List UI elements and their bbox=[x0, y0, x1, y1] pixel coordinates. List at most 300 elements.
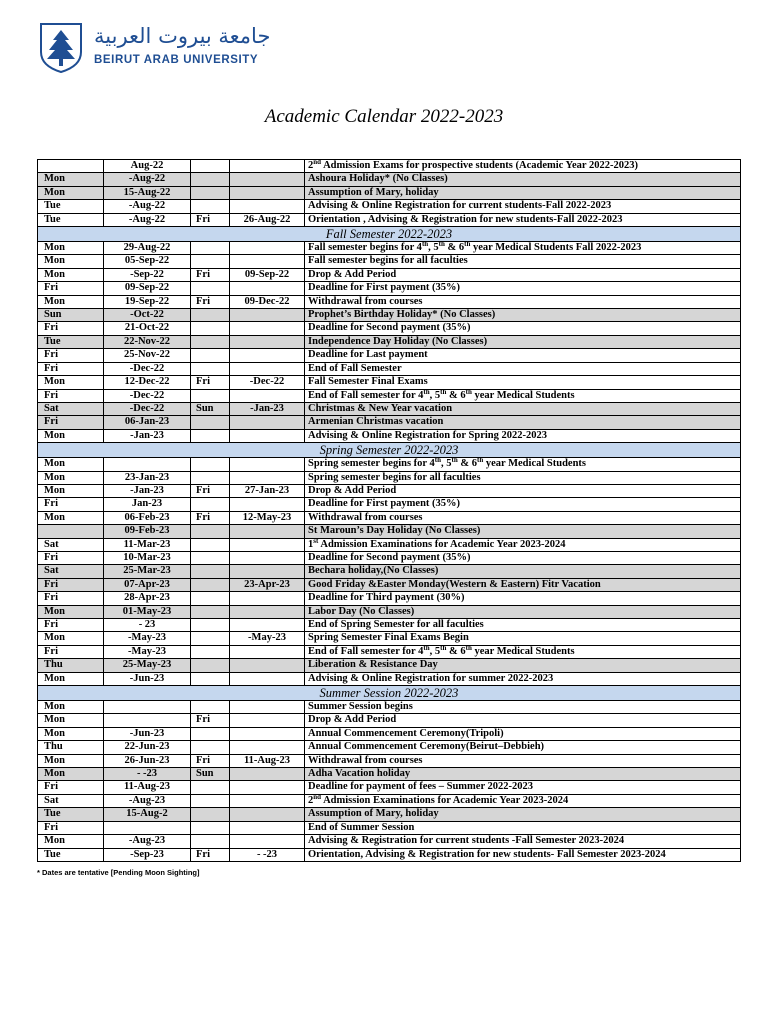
table-row bbox=[38, 362, 741, 375]
table-row bbox=[38, 349, 741, 362]
end-date-cell bbox=[230, 768, 305, 781]
start-day-cell: Mon bbox=[38, 458, 104, 471]
table-row bbox=[38, 741, 741, 754]
start-date-cell bbox=[104, 821, 191, 834]
table-row bbox=[38, 727, 741, 740]
table-row bbox=[38, 268, 741, 281]
university-name-arabic: جامعة بيروت العربية bbox=[94, 24, 271, 48]
end-day-cell bbox=[191, 741, 230, 754]
end-date-cell: -May-23 bbox=[230, 632, 305, 645]
event-cell: Spring semester begins for all faculties bbox=[305, 471, 741, 484]
table-row bbox=[38, 835, 741, 848]
table-row bbox=[38, 322, 741, 335]
event-cell: Drop & Add Period bbox=[305, 484, 741, 497]
start-date-cell: -Dec-22 bbox=[104, 402, 191, 415]
event-cell: Withdrawal from courses bbox=[305, 511, 741, 524]
start-day-cell: Tue bbox=[38, 335, 104, 348]
end-date-cell: 23-Apr-23 bbox=[230, 578, 305, 591]
end-day-cell bbox=[191, 322, 230, 335]
start-date-cell: -Jan-23 bbox=[104, 429, 191, 442]
end-day-cell bbox=[191, 186, 230, 199]
end-date-cell bbox=[230, 282, 305, 295]
event-cell: 2nd Admission Exams for prospective students (Academic Year 2022-2023) bbox=[305, 160, 741, 173]
start-date-cell: 25-Nov-22 bbox=[104, 349, 191, 362]
end-date-cell: -Dec-22 bbox=[230, 376, 305, 389]
start-day-cell: Thu bbox=[38, 659, 104, 672]
end-day-cell bbox=[191, 538, 230, 551]
university-logo bbox=[38, 22, 271, 76]
end-day-cell bbox=[191, 565, 230, 578]
event-cell: Advising & Online Registration for current students-Fall 2022-2023 bbox=[305, 200, 741, 213]
end-day-cell bbox=[191, 429, 230, 442]
table-row bbox=[38, 659, 741, 672]
table-row bbox=[38, 714, 741, 727]
end-date-cell bbox=[230, 565, 305, 578]
start-day-cell: Mon bbox=[38, 186, 104, 199]
end-date-cell: 26-Aug-22 bbox=[230, 213, 305, 226]
table-row bbox=[38, 160, 741, 173]
event-cell: End of Fall Semester bbox=[305, 362, 741, 375]
start-date-cell bbox=[104, 714, 191, 727]
start-date-cell: 28-Apr-23 bbox=[104, 592, 191, 605]
end-date-cell bbox=[230, 255, 305, 268]
start-date-cell: 12-Dec-22 bbox=[104, 376, 191, 389]
end-day-cell bbox=[191, 458, 230, 471]
start-date-cell: 06-Feb-23 bbox=[104, 511, 191, 524]
end-date-cell: 09-Sep-22 bbox=[230, 268, 305, 281]
start-date-cell: 05-Sep-22 bbox=[104, 255, 191, 268]
event-cell: Labor Day (No Classes) bbox=[305, 605, 741, 618]
end-date-cell bbox=[230, 727, 305, 740]
end-day-cell bbox=[191, 255, 230, 268]
end-day-cell bbox=[191, 672, 230, 685]
start-date-cell: -Dec-22 bbox=[104, 362, 191, 375]
start-date-cell: -Sep-22 bbox=[104, 268, 191, 281]
table-row bbox=[38, 213, 741, 226]
end-date-cell bbox=[230, 242, 305, 255]
end-date-cell bbox=[230, 835, 305, 848]
end-date-cell bbox=[230, 645, 305, 658]
event-cell: Annual Commencement Ceremony(Tripoli) bbox=[305, 727, 741, 740]
start-day-cell: Tue bbox=[38, 213, 104, 226]
event-cell: Assumption of Mary, holiday bbox=[305, 186, 741, 199]
table-row bbox=[38, 429, 741, 442]
start-date-cell: 26-Jun-23 bbox=[104, 754, 191, 767]
table-row bbox=[38, 295, 741, 308]
start-day-cell: Fri bbox=[38, 362, 104, 375]
start-day-cell: Fri bbox=[38, 322, 104, 335]
event-cell: Assumption of Mary, holiday bbox=[305, 808, 741, 821]
end-date-cell bbox=[230, 349, 305, 362]
event-cell: Fall semester begins for 4th, 5th & 6th year Medical Students Fall 2022-2023 bbox=[305, 242, 741, 255]
end-day-cell bbox=[191, 309, 230, 322]
event-cell: End of Summer Session bbox=[305, 821, 741, 834]
end-day-cell bbox=[191, 525, 230, 538]
start-date-cell: 10-Mar-23 bbox=[104, 551, 191, 564]
end-day-cell bbox=[191, 200, 230, 213]
end-day-cell: Fri bbox=[191, 714, 230, 727]
end-day-cell bbox=[191, 821, 230, 834]
end-day-cell bbox=[191, 349, 230, 362]
end-day-cell bbox=[191, 498, 230, 511]
start-day-cell: Fri bbox=[38, 645, 104, 658]
end-day-cell bbox=[191, 781, 230, 794]
event-cell: Fall semester begins for all faculties bbox=[305, 255, 741, 268]
end-date-cell: 11-Aug-23 bbox=[230, 754, 305, 767]
table-row bbox=[38, 173, 741, 186]
start-date-cell: -Aug-23 bbox=[104, 794, 191, 807]
table-row bbox=[38, 551, 741, 564]
table-row bbox=[38, 632, 741, 645]
end-date-cell bbox=[230, 659, 305, 672]
start-day-cell: Mon bbox=[38, 701, 104, 714]
end-date-cell bbox=[230, 389, 305, 402]
section-title: Fall Semester 2022-2023 bbox=[38, 227, 741, 242]
event-cell: Withdrawal from courses bbox=[305, 754, 741, 767]
event-cell: Spring Semester Final Exams Begin bbox=[305, 632, 741, 645]
table-row bbox=[38, 376, 741, 389]
start-day-cell: Mon bbox=[38, 727, 104, 740]
end-date-cell bbox=[230, 551, 305, 564]
end-date-cell bbox=[230, 173, 305, 186]
table-row bbox=[38, 645, 741, 658]
table-row bbox=[38, 605, 741, 618]
event-cell: End of Fall semester for 4th, 5th & 6th year Medical Students bbox=[305, 389, 741, 402]
table-row bbox=[38, 538, 741, 551]
end-date-cell bbox=[230, 416, 305, 429]
end-date-cell: -Jan-23 bbox=[230, 402, 305, 415]
end-day-cell: Sun bbox=[191, 768, 230, 781]
end-day-cell bbox=[191, 592, 230, 605]
event-cell: Deadline for payment of fees – Summer 2022-2023 bbox=[305, 781, 741, 794]
end-date-cell bbox=[230, 471, 305, 484]
start-day-cell: Fri bbox=[38, 821, 104, 834]
start-date-cell: 22-Jun-23 bbox=[104, 741, 191, 754]
start-day-cell: Mon bbox=[38, 605, 104, 618]
end-day-cell bbox=[191, 659, 230, 672]
event-cell: Ashoura Holiday* (No Classes) bbox=[305, 173, 741, 186]
end-day-cell: Fri bbox=[191, 848, 230, 861]
start-date-cell: - 23 bbox=[104, 619, 191, 632]
event-cell: Deadline for Third payment (30%) bbox=[305, 592, 741, 605]
table-row bbox=[38, 389, 741, 402]
table-row bbox=[38, 768, 741, 781]
table-row bbox=[38, 186, 741, 199]
start-date-cell: 21-Oct-22 bbox=[104, 322, 191, 335]
table-row bbox=[38, 484, 741, 497]
end-day-cell: Fri bbox=[191, 511, 230, 524]
start-date-cell: 01-May-23 bbox=[104, 605, 191, 618]
end-day-cell: Fri bbox=[191, 484, 230, 497]
end-day-cell bbox=[191, 551, 230, 564]
start-date-cell: 07-Apr-23 bbox=[104, 578, 191, 591]
start-day-cell: Tue bbox=[38, 200, 104, 213]
event-cell: End of Spring Semester for all faculties bbox=[305, 619, 741, 632]
start-date-cell: -Aug-22 bbox=[104, 213, 191, 226]
end-date-cell bbox=[230, 592, 305, 605]
end-day-cell: Fri bbox=[191, 268, 230, 281]
start-day-cell: Mon bbox=[38, 429, 104, 442]
table-row bbox=[38, 592, 741, 605]
end-date-cell bbox=[230, 458, 305, 471]
start-date-cell: 09-Sep-22 bbox=[104, 282, 191, 295]
end-date-cell bbox=[230, 741, 305, 754]
end-day-cell bbox=[191, 605, 230, 618]
table-row bbox=[38, 458, 741, 471]
end-day-cell bbox=[191, 416, 230, 429]
start-day-cell: Mon bbox=[38, 714, 104, 727]
end-day-cell bbox=[191, 808, 230, 821]
section-title: Summer Session 2022-2023 bbox=[38, 686, 741, 701]
table-row bbox=[38, 808, 741, 821]
start-day-cell: Fri bbox=[38, 781, 104, 794]
event-cell: St Maroun’s Day Holiday (No Classes) bbox=[305, 525, 741, 538]
table-row bbox=[38, 335, 741, 348]
section-header-row bbox=[38, 227, 741, 242]
start-date-cell: -Jun-23 bbox=[104, 727, 191, 740]
end-date-cell bbox=[230, 309, 305, 322]
table-row bbox=[38, 821, 741, 834]
start-date-cell: -Jun-23 bbox=[104, 672, 191, 685]
table-row bbox=[38, 511, 741, 524]
table-row bbox=[38, 309, 741, 322]
end-day-cell bbox=[191, 282, 230, 295]
start-date-cell: 25-May-23 bbox=[104, 659, 191, 672]
end-day-cell bbox=[191, 794, 230, 807]
start-date-cell: -Aug-23 bbox=[104, 835, 191, 848]
table-row bbox=[38, 794, 741, 807]
start-day-cell: Fri bbox=[38, 551, 104, 564]
start-date-cell: -Aug-22 bbox=[104, 200, 191, 213]
end-day-cell: Fri bbox=[191, 213, 230, 226]
event-cell: Advising & Online Registration for Spring 2022-2023 bbox=[305, 429, 741, 442]
start-date-cell: 23-Jan-23 bbox=[104, 471, 191, 484]
event-cell: Advising & Registration for current students -Fall Semester 2023-2024 bbox=[305, 835, 741, 848]
start-day-cell: Sun bbox=[38, 309, 104, 322]
start-date-cell: -Jan-23 bbox=[104, 484, 191, 497]
start-day-cell bbox=[38, 160, 104, 173]
start-day-cell: Fri bbox=[38, 389, 104, 402]
start-date-cell bbox=[104, 701, 191, 714]
start-day-cell: Fri bbox=[38, 282, 104, 295]
start-date-cell: 19-Sep-22 bbox=[104, 295, 191, 308]
end-day-cell bbox=[191, 362, 230, 375]
end-date-cell bbox=[230, 322, 305, 335]
event-cell: Advising & Online Registration for summer 2022-2023 bbox=[305, 672, 741, 685]
university-name-english: BEIRUT ARAB UNIVERSITY bbox=[94, 54, 259, 66]
start-day-cell: Fri bbox=[38, 619, 104, 632]
end-day-cell: Fri bbox=[191, 376, 230, 389]
start-date-cell: Aug-22 bbox=[104, 160, 191, 173]
end-day-cell bbox=[191, 578, 230, 591]
start-date-cell: -May-23 bbox=[104, 632, 191, 645]
start-day-cell: Mon bbox=[38, 672, 104, 685]
start-date-cell: -Aug-22 bbox=[104, 173, 191, 186]
start-day-cell: Tue bbox=[38, 848, 104, 861]
end-day-cell bbox=[191, 835, 230, 848]
end-date-cell bbox=[230, 794, 305, 807]
table-row bbox=[38, 416, 741, 429]
event-cell: Deadline for Last payment bbox=[305, 349, 741, 362]
event-cell: Fall Semester Final Exams bbox=[305, 376, 741, 389]
start-date-cell: 11-Aug-23 bbox=[104, 781, 191, 794]
start-day-cell: Thu bbox=[38, 741, 104, 754]
cedar-emblem-icon bbox=[38, 22, 84, 74]
start-date-cell: 11-Mar-23 bbox=[104, 538, 191, 551]
end-day-cell bbox=[191, 389, 230, 402]
table-row bbox=[38, 848, 741, 861]
calendar-table bbox=[37, 159, 741, 862]
end-day-cell: Sun bbox=[191, 402, 230, 415]
end-date-cell bbox=[230, 714, 305, 727]
event-cell: End of Fall semester for 4th, 5th & 6th year Medical Students bbox=[305, 645, 741, 658]
start-date-cell: 25-Mar-23 bbox=[104, 565, 191, 578]
start-day-cell: Mon bbox=[38, 835, 104, 848]
start-day-cell: Mon bbox=[38, 268, 104, 281]
end-day-cell bbox=[191, 701, 230, 714]
event-cell: Independence Day Holiday (No Classes) bbox=[305, 335, 741, 348]
start-date-cell: -Oct-22 bbox=[104, 309, 191, 322]
event-cell: Deadline for Second payment (35%) bbox=[305, 551, 741, 564]
start-date-cell: 29-Aug-22 bbox=[104, 242, 191, 255]
start-day-cell: Mon bbox=[38, 768, 104, 781]
event-cell: Prophet’s Birthday Holiday* (No Classes) bbox=[305, 309, 741, 322]
start-day-cell: Sat bbox=[38, 565, 104, 578]
page-title: Academic Calendar 2022-2023 bbox=[264, 106, 504, 127]
start-day-cell: Fri bbox=[38, 578, 104, 591]
end-date-cell: 09-Dec-22 bbox=[230, 295, 305, 308]
start-date-cell: 15-Aug-2 bbox=[104, 808, 191, 821]
end-day-cell bbox=[191, 335, 230, 348]
end-date-cell bbox=[230, 781, 305, 794]
start-date-cell: 06-Jan-23 bbox=[104, 416, 191, 429]
start-day-cell: Mon bbox=[38, 754, 104, 767]
event-cell: Deadline for Second payment (35%) bbox=[305, 322, 741, 335]
end-date-cell bbox=[230, 808, 305, 821]
event-cell: Spring semester begins for 4th, 5th & 6th year Medical Students bbox=[305, 458, 741, 471]
event-cell: Annual Commencement Ceremony(Beirut–Debbieh) bbox=[305, 741, 741, 754]
end-day-cell bbox=[191, 727, 230, 740]
table-row bbox=[38, 672, 741, 685]
end-date-cell bbox=[230, 335, 305, 348]
table-row bbox=[38, 402, 741, 415]
end-date-cell bbox=[230, 605, 305, 618]
table-row bbox=[38, 200, 741, 213]
start-date-cell: 15-Aug-22 bbox=[104, 186, 191, 199]
event-cell: Deadline for First payment (35%) bbox=[305, 282, 741, 295]
start-day-cell: Tue bbox=[38, 808, 104, 821]
end-day-cell: Fri bbox=[191, 295, 230, 308]
start-date-cell: 09-Feb-23 bbox=[104, 525, 191, 538]
table-row bbox=[38, 255, 741, 268]
start-date-cell: -May-23 bbox=[104, 645, 191, 658]
event-cell: Good Friday &Easter Monday(Western & Eastern) Fitr Vacation bbox=[305, 578, 741, 591]
table-row bbox=[38, 565, 741, 578]
start-day-cell: Mon bbox=[38, 511, 104, 524]
section-header-row bbox=[38, 443, 741, 458]
start-day-cell: Sat bbox=[38, 794, 104, 807]
start-day-cell: Mon bbox=[38, 471, 104, 484]
end-date-cell bbox=[230, 821, 305, 834]
end-date-cell: 12-May-23 bbox=[230, 511, 305, 524]
event-cell: Withdrawal from courses bbox=[305, 295, 741, 308]
start-day-cell bbox=[38, 525, 104, 538]
end-date-cell: 27-Jan-23 bbox=[230, 484, 305, 497]
event-cell: 2nd Admission Examinations for Academic Year 2023-2024 bbox=[305, 794, 741, 807]
end-day-cell bbox=[191, 471, 230, 484]
end-day-cell bbox=[191, 619, 230, 632]
end-day-cell: Fri bbox=[191, 754, 230, 767]
table-row bbox=[38, 701, 741, 714]
end-date-cell bbox=[230, 429, 305, 442]
start-date-cell: Jan-23 bbox=[104, 498, 191, 511]
end-date-cell bbox=[230, 701, 305, 714]
end-date-cell bbox=[230, 672, 305, 685]
event-cell: Orientation, Advising & Registration for new students- Fall Semester 2023-2024 bbox=[305, 848, 741, 861]
end-date-cell: - -23 bbox=[230, 848, 305, 861]
end-date-cell bbox=[230, 498, 305, 511]
end-date-cell bbox=[230, 200, 305, 213]
table-row bbox=[38, 498, 741, 511]
event-cell: Bechara holiday,(No Classes) bbox=[305, 565, 741, 578]
start-date-cell: 22-Nov-22 bbox=[104, 335, 191, 348]
start-date-cell: -Sep-23 bbox=[104, 848, 191, 861]
end-date-cell bbox=[230, 362, 305, 375]
start-day-cell: Fri bbox=[38, 416, 104, 429]
start-day-cell: Mon bbox=[38, 295, 104, 308]
event-cell: Summer Session begins bbox=[305, 701, 741, 714]
end-day-cell bbox=[191, 173, 230, 186]
end-date-cell bbox=[230, 160, 305, 173]
start-day-cell: Fri bbox=[38, 349, 104, 362]
end-date-cell bbox=[230, 538, 305, 551]
table-row bbox=[38, 525, 741, 538]
event-cell: Deadline for First payment (35%) bbox=[305, 498, 741, 511]
event-cell: 1st Admission Examinations for Academic Year 2023-2024 bbox=[305, 538, 741, 551]
table-row bbox=[38, 754, 741, 767]
start-day-cell: Mon bbox=[38, 484, 104, 497]
end-day-cell bbox=[191, 160, 230, 173]
end-day-cell bbox=[191, 632, 230, 645]
start-day-cell: Mon bbox=[38, 632, 104, 645]
end-date-cell bbox=[230, 186, 305, 199]
end-date-cell bbox=[230, 525, 305, 538]
table-row bbox=[38, 471, 741, 484]
event-cell: Adha Vacation holiday bbox=[305, 768, 741, 781]
event-cell: Drop & Add Period bbox=[305, 268, 741, 281]
start-day-cell: Mon bbox=[38, 173, 104, 186]
event-cell: Armenian Christmas vacation bbox=[305, 416, 741, 429]
start-date-cell bbox=[104, 458, 191, 471]
table-row bbox=[38, 781, 741, 794]
start-day-cell: Fri bbox=[38, 498, 104, 511]
section-header-row bbox=[38, 686, 741, 701]
event-cell: Christmas & New Year vacation bbox=[305, 402, 741, 415]
section-title: Spring Semester 2022-2023 bbox=[38, 443, 741, 458]
table-row bbox=[38, 578, 741, 591]
start-day-cell: Mon bbox=[38, 376, 104, 389]
table-row bbox=[38, 282, 741, 295]
footnote: * Dates are tentative [Pending Moon Sighting] bbox=[37, 868, 200, 877]
start-day-cell: Sat bbox=[38, 538, 104, 551]
event-cell: Orientation , Advising & Registration for new students-Fall 2022-2023 bbox=[305, 213, 741, 226]
event-cell: Liberation & Resistance Day bbox=[305, 659, 741, 672]
start-date-cell: - -23 bbox=[104, 768, 191, 781]
end-day-cell bbox=[191, 645, 230, 658]
end-date-cell bbox=[230, 619, 305, 632]
start-day-cell: Sat bbox=[38, 402, 104, 415]
table-row bbox=[38, 619, 741, 632]
